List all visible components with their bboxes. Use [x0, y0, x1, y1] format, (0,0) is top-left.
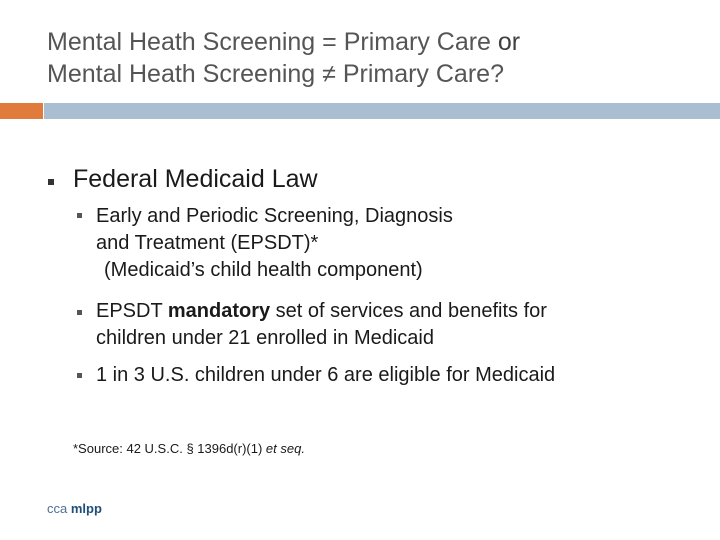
text-plain: EPSDT	[96, 300, 168, 322]
accent-bar-blue	[44, 103, 720, 119]
footer-logo	[47, 500, 102, 518]
bullet-square-icon	[77, 310, 82, 315]
source-text: *Source: 42 U.S.C. § 1396d(r)(1)	[73, 441, 266, 456]
bullet-square-icon	[77, 373, 82, 378]
text-plain: set of services and benefits for	[270, 300, 547, 322]
bullet-square-icon	[48, 179, 54, 185]
bullet-text-line: 1 in 3 U.S. children under 6 are eligible for Medicaid	[96, 364, 556, 386]
title-or-word: or	[497, 28, 521, 56]
bullet-epsdt-definition	[96, 203, 453, 284]
bullet-text-line: Early and Periodic Screening, Diagnosis	[96, 205, 453, 227]
title-line-1	[47, 26, 687, 58]
title-line-1-text: Mental Heath Screening = Primary Care	[47, 28, 491, 56]
bullet-text-line	[96, 298, 547, 325]
footer-cca: cca	[47, 501, 68, 516]
text-bold-mandatory: mandatory	[167, 300, 271, 322]
title-line-2: Mental Heath Screening ≠ Primary Care?	[47, 60, 504, 88]
source-citation	[73, 440, 305, 458]
bullet-text-line: and Treatment (EPSDT)*	[96, 232, 319, 254]
accent-bar-orange	[0, 103, 43, 119]
footer-mlpp: mlpp	[70, 501, 102, 516]
bullet-text-line: children under 21 enrolled in Medicaid	[96, 327, 434, 349]
slide-title	[47, 26, 687, 90]
bullet-epsdt-mandatory	[96, 298, 547, 352]
bullet-eligibility	[96, 362, 555, 389]
bullet-square-icon	[77, 213, 82, 218]
source-italic: et seq.	[265, 441, 305, 456]
bullet-text-line: (Medicaid’s child health component)	[104, 259, 423, 281]
heading-federal-medicaid-law: Federal Medicaid Law	[73, 165, 318, 193]
